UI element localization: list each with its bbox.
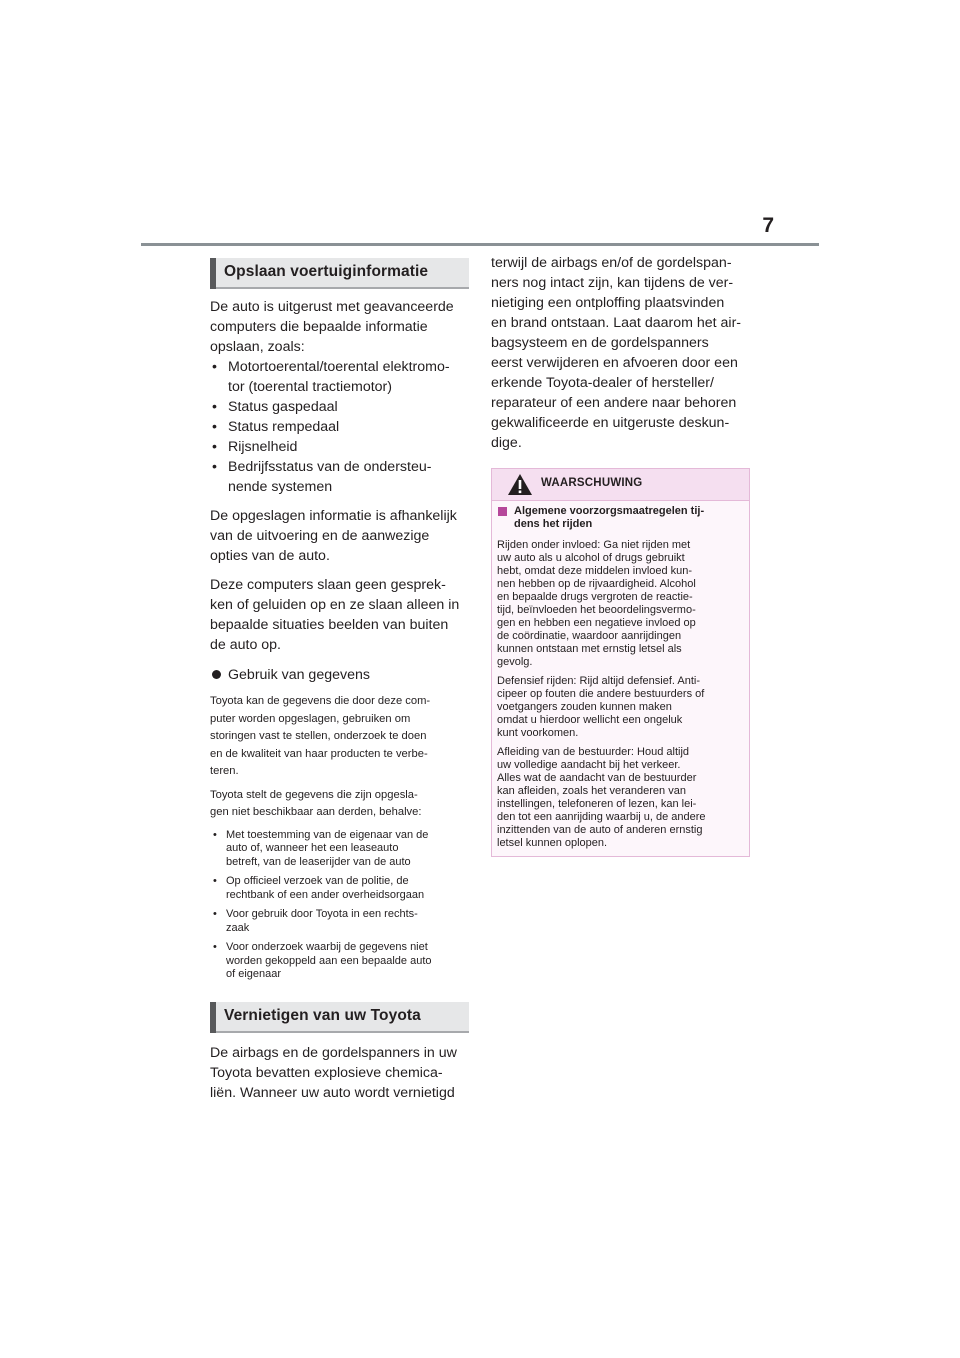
warning-body xyxy=(492,501,749,856)
bullet-dot-icon xyxy=(212,670,221,679)
stored-data-item: • Bedrijfsstatus van de ondersteu- nende systemen xyxy=(210,457,469,497)
disposal-paragraph-start: De airbags en de gordelspanners in uw Toyota bevatten explosieve chemica- liën. Wanneer uw auto wordt vernietigd xyxy=(210,1044,457,1101)
section-title-storage: Opslaan voertuiginformatie xyxy=(224,263,429,280)
exception-item: • Voor gebruik door Toyota in een rechts- zaak xyxy=(210,908,469,935)
warning-box xyxy=(491,468,750,857)
feature-usage xyxy=(210,665,469,685)
stored-data-list xyxy=(210,357,469,497)
page-number: 7 xyxy=(762,214,774,237)
exception-list xyxy=(210,829,469,982)
warning-paragraph-dui: Rijden onder invloed: Ga niet rijden met uw auto als u alcohol of drugs gebruikt hebt, omdat deze middelen invloed kun- nen hebben op de rijvaardigheid. Alcohol en bepaalde drugs vergroten de reactie- tijd, beïnvloeden het beoordelingsvermo- gen en hebben een negatieve invloed op de coördinatie, waardoor aanrijdingen kunnen ontstaan met ernstig letsel als gevolg. xyxy=(497,539,696,668)
stored-data-item: • Motortoerental/toerental elektromo- tor (toerental tractiemotor) xyxy=(210,357,469,397)
warning-paragraph-defensive: Defensief rijden: Rijd altijd defensief. Anti- cipeer op fouten die andere bestuurders of voetgangers zouden kunnen maken omdat u hierdoor wellicht een ongeluk kunt voorkomen. xyxy=(497,675,705,739)
top-rule xyxy=(141,243,819,246)
square-bullet-icon xyxy=(498,507,507,516)
warning-subtitle xyxy=(497,505,743,531)
feature-usage-title: Gebruik van gegevens xyxy=(228,667,370,683)
warning-paragraph-distraction: Afleiding van de bestuurder: Houd altijd uw volledige aandacht bij het verkeer. Alles wat de aandacht van de bestuurder kan afleiden, zoals het veranderen van instellingen, telefoneren of lezen, kan lei- den tot een aanrijding waarbij u, de andere inzittenden van de auto of anderen ernstig letsel kunnen oplopen. xyxy=(497,746,706,849)
intro-paragraph: De auto is uitgerust met geavanceerde computers die bepaalde informatie opslaan, zoals: xyxy=(210,299,454,355)
section-title-disposal: Vernietigen van uw Toyota xyxy=(224,1006,421,1024)
section-heading-storage xyxy=(210,258,469,289)
disposal-paragraph-end: terwijl de airbags en/of de gordelspan- ners nog intact zijn, kan tijdens de ver- nietiging een ontploffing plaatsvinden en brand ontstaan. Laat daarom het air- bagsysteem en de gordelspanners eerst verwijderen en afvoeren door een erkende Toyota-dealer of hersteller/ reparateur of een andere naar behoren gekwalificeerde en uitgeruste deskun- dige. xyxy=(491,255,742,451)
section-heading-disposal xyxy=(210,1002,469,1033)
third-party-paragraph: Toyota stelt de gegevens die zijn opgesla- gen niet beschikbaar aan derden, behalve: xyxy=(210,788,422,818)
no-audio-paragraph: Deze computers slaan geen gesprek- ken of geluiden op en ze slaan alleen in bepaalde situaties beelden van buiten de auto op. xyxy=(210,577,460,653)
exception-item: • Voor onderzoek waarbij de gegevens niet worden gekoppeld aan een bepaalde auto of eigenaar xyxy=(210,941,469,982)
warning-subtitle-text: Algemene voorzorgsmaatregelen tij- dens het rijden xyxy=(514,505,705,530)
left-column xyxy=(210,258,469,1103)
usage-paragraph: Toyota kan de gegevens die door deze com- puter worden opgeslagen, gebruiken om storingen vast te stellen, onderzoek te doen en de kwaliteit van haar producten te verbe- teren. xyxy=(210,695,431,777)
stored-data-item: • Rijsnelheid xyxy=(210,437,469,457)
warning-triangle-icon xyxy=(507,473,533,496)
exception-item: • Met toestemming van de eigenaar van de auto of, wanneer het een leaseauto betreft, van de leaserijder van de auto xyxy=(210,829,469,870)
warning-header xyxy=(492,469,749,501)
dependency-paragraph: De opgeslagen informatie is afhankelijk van de uitvoering en de aanwezige opties van de auto. xyxy=(210,508,457,564)
stored-data-item: • Status rempedaal xyxy=(210,417,469,437)
exception-item: • Op officieel verzoek van de politie, de rechtbank of een ander overheidsorgaan xyxy=(210,875,469,902)
stored-data-item: • Status gaspedaal xyxy=(210,397,469,417)
right-column xyxy=(491,253,751,857)
warning-title: WAARSCHUWING xyxy=(541,477,643,489)
